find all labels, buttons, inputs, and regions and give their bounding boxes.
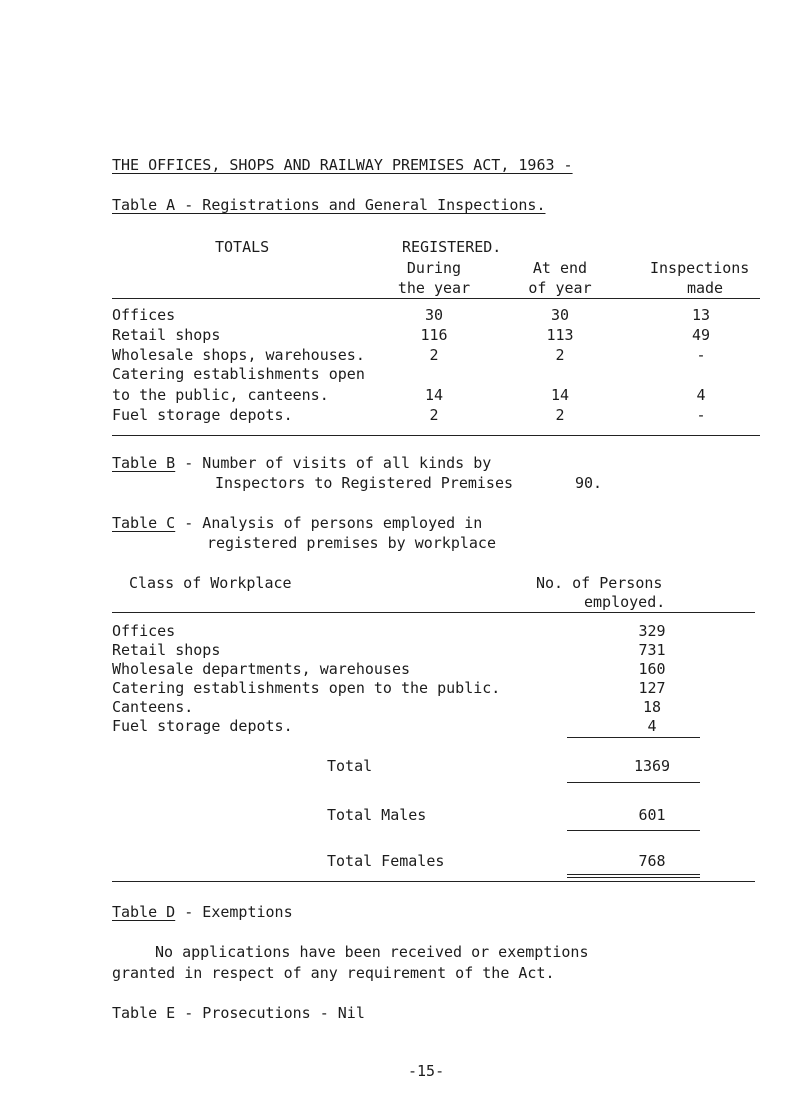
table-c-row-label: Canteens. [112, 698, 194, 716]
table-c-col-persons-1: No. of Persons [536, 574, 663, 592]
table-c-row-value: 127 [638, 679, 666, 697]
section-text: - Exemptions [175, 903, 293, 921]
page-number: -15- [408, 1062, 445, 1080]
page-heading: THE OFFICES, SHOPS AND RAILWAY PREMISES ACT, 1963 - [112, 156, 573, 174]
table-a-row-atend: 30 [550, 306, 570, 324]
table-c-subtotal-rule [567, 737, 700, 738]
table-a-title: Table A - Registrations and General Inspections. [112, 196, 546, 214]
table-a-row-atend: 2 [555, 346, 565, 364]
table-e-title: Table E - Prosecutions - Nil [112, 1004, 365, 1022]
table-b-text: - Number of visits of all kinds by [175, 454, 492, 472]
table-a-row-inspections: 13 [691, 306, 711, 324]
table-a-row-during: 2 [429, 406, 439, 424]
table-a-row-inspections: - [696, 346, 706, 364]
table-a-row-during: 30 [424, 306, 444, 324]
table-c-row-value: 4 [647, 717, 657, 735]
table-c-row-label: Retail shops [112, 641, 221, 659]
table-c-line-1 [112, 514, 482, 532]
table-a-row-label: Fuel storage depots. [112, 406, 293, 424]
table-c-row-label: Fuel storage depots. [112, 717, 293, 735]
table-a-col-inspections-2: made [686, 279, 724, 297]
table-a-col-during-1: During [406, 259, 462, 277]
table-a-row-inspections: - [696, 406, 706, 424]
table-a-row-atend: 2 [555, 406, 565, 424]
table-a-row-label: Retail shops [112, 326, 221, 344]
table-c-males-label: Total Males [327, 806, 427, 824]
table-c-col-class: Class of Workplace [129, 574, 292, 592]
table-a-row-inspections: 4 [696, 386, 706, 404]
table-c-footer-rule [112, 881, 755, 882]
table-c-row-value: 731 [638, 641, 666, 659]
table-a-row-during: 14 [424, 386, 444, 404]
table-c-females-label: Total Females [327, 852, 445, 870]
table-c-row-label: Catering establishments open to the public. [112, 679, 501, 697]
table-a-row-atend: 14 [550, 386, 570, 404]
section-label: Table D [112, 903, 176, 921]
table-c-males-rule [567, 830, 700, 831]
table-a-row-atend: 113 [546, 326, 574, 344]
table-a-footer-rule [112, 435, 760, 436]
table-b-line-2: Inspectors to Registered Premises [215, 474, 514, 492]
table-d-line-1: No applications have been received or exemptions [155, 943, 589, 961]
table-a-row-during: 2 [429, 346, 439, 364]
table-a-col-registered: REGISTERED. [402, 238, 502, 256]
table-b-value: 90. [575, 474, 603, 492]
table-d-title [112, 903, 293, 921]
table-c-total-value: 1369 [633, 757, 671, 775]
table-c-row-value: 329 [638, 622, 666, 640]
table-c-females-value: 768 [638, 852, 666, 870]
table-c-col-persons-2: employed. [584, 593, 666, 611]
table-c-row-value: 160 [638, 660, 666, 678]
table-b-line-1: Table B - Number of visits of all kinds by [112, 454, 492, 472]
table-a-col-atend-2: of year [528, 279, 592, 297]
table-c-row-value: 18 [642, 698, 662, 716]
table-a-row-label: Wholesale shops, warehouses. [112, 346, 365, 364]
table-a-col-inspections-1: Inspections [650, 259, 750, 277]
section-label: Table C [112, 514, 176, 532]
table-a-col-during-2: the year [397, 279, 471, 297]
table-a-header-rule [112, 298, 760, 299]
table-a-row-during: 116 [420, 326, 448, 344]
table-c-females-rule-2 [567, 877, 700, 878]
table-c-row-label: Wholesale departments, warehouses [112, 660, 411, 678]
table-c-total-label: Total [327, 757, 373, 775]
table-c-total-rule [567, 782, 700, 783]
table-c-row-label: Offices [112, 622, 176, 640]
table-a-row-label: Catering establishments open [112, 365, 365, 383]
table-a-row-label: to the public, canteens. [112, 386, 329, 404]
table-a-row-label: Offices [112, 306, 176, 324]
table-a-col-totals: TOTALS [215, 238, 270, 256]
table-c-line-2: registered premises by workplace [207, 534, 496, 552]
section-text: - Analysis of persons employed in [175, 514, 483, 532]
table-c-females-rule-1 [567, 874, 700, 875]
table-c-males-value: 601 [638, 806, 666, 824]
table-a-row-inspections: 49 [691, 326, 711, 344]
table-d-line-2: granted in respect of any requirement of the Act. [112, 964, 555, 982]
table-a-col-atend-1: At end [532, 259, 588, 277]
table-c-header-rule [112, 612, 755, 613]
